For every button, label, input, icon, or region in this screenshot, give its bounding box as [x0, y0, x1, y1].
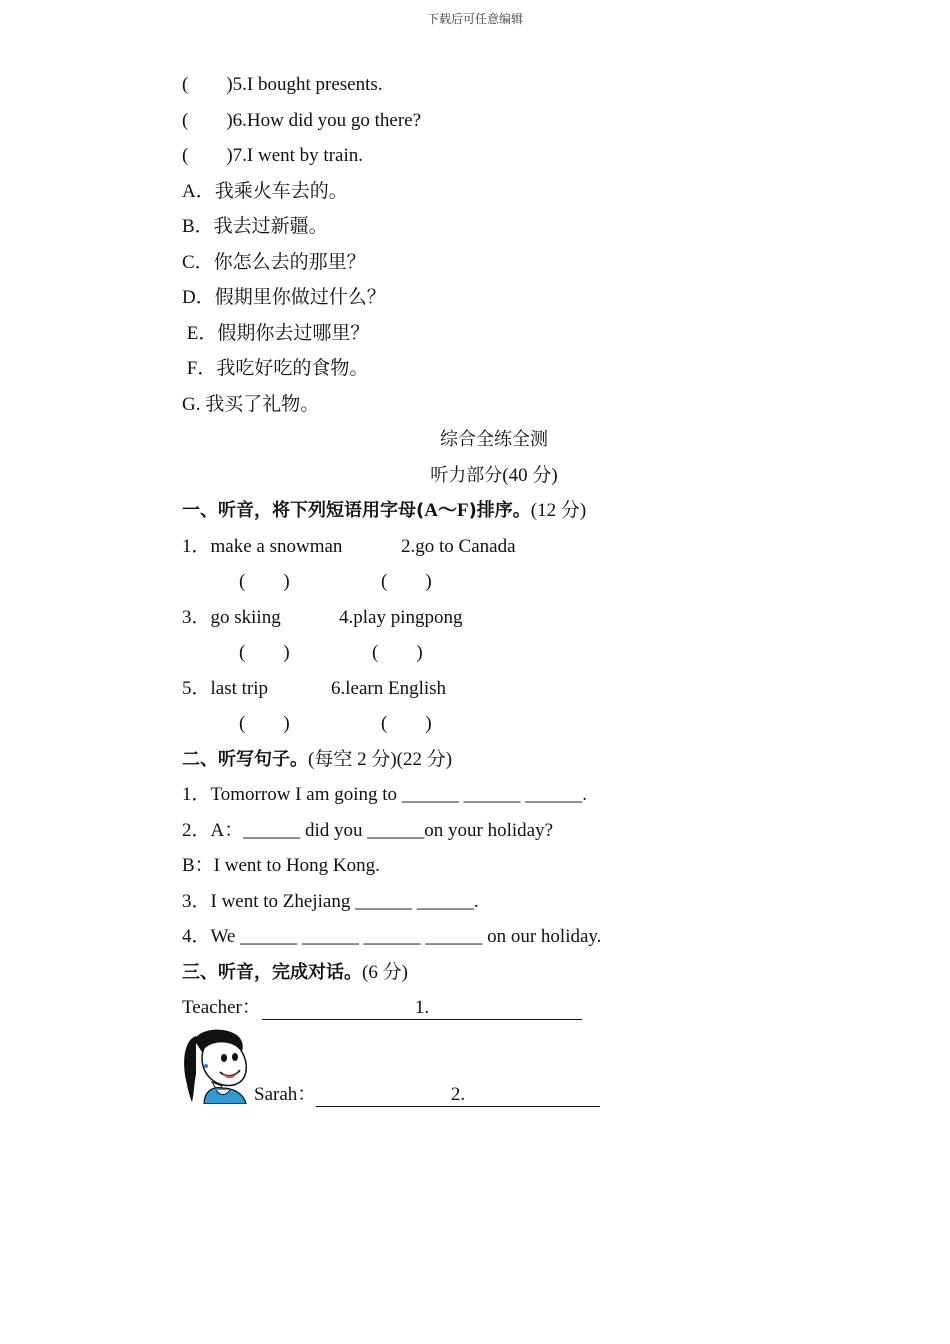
- sarah-blank-number: 2.: [450, 1084, 466, 1105]
- matching-item-7: [182, 141, 782, 177]
- matching-text: 6.How did you go there?: [232, 109, 422, 131]
- phrase-right: 4.play pingpong: [339, 606, 463, 628]
- paren-row-1: [182, 567, 782, 603]
- phrase-right: 6.learn English: [331, 677, 447, 699]
- phrase-left: 5．last trip: [182, 677, 269, 699]
- option-c: C．你怎么去的那里？: [182, 251, 366, 273]
- part1-heading-score: (12 分): [530, 500, 587, 521]
- paren-row-2: [182, 638, 782, 674]
- dictation-line-2b: B：I went to Hong Kong.: [182, 855, 380, 876]
- listening-title-cn: 听力部分: [430, 464, 503, 486]
- listening-score: (40 分): [502, 464, 558, 486]
- option-e: E．假期你去过哪里？: [182, 322, 370, 344]
- sarah-line-wrapper: [254, 1080, 614, 1116]
- answer-paren: ( ): [239, 642, 290, 663]
- dictation-line-1: 1．Tomorrow I am going to ______ ______ ______.: [182, 784, 588, 805]
- part1-heading-end: )排序。: [468, 500, 531, 521]
- option-a: A．我乘火车去的。: [182, 180, 348, 202]
- listening-title: [182, 461, 806, 497]
- girl-cartoon-illustration: [182, 1026, 256, 1104]
- answer-paren: ( ): [372, 642, 423, 663]
- part3-heading-cn: 三、听音，完成对话。: [182, 961, 362, 983]
- answer-paren: ( ): [239, 713, 290, 734]
- sarah-line: [254, 1080, 614, 1116]
- phrase-row-1: [182, 532, 782, 568]
- part3-heading-score: (6 分): [362, 961, 408, 983]
- part1-heading: [182, 496, 782, 532]
- matching-item-6: [182, 106, 782, 142]
- phrase-row-3: [182, 674, 782, 710]
- option-b: B．我去过新疆。: [182, 216, 328, 237]
- phrase-left: 1．make a snowman: [182, 535, 343, 557]
- matching-text: 5.I bought presents.: [232, 74, 383, 95]
- dictation-line-4: 4．We ______ ______ ______ ______ on our holiday.: [182, 926, 602, 947]
- teacher-answer-blank: [262, 993, 582, 1020]
- part2-heading: [182, 745, 782, 781]
- answer-paren: ( ): [182, 109, 233, 131]
- option-f: F．我吃好吃的食物。: [182, 358, 369, 379]
- paren-row-3: [182, 709, 782, 745]
- page-header: 下载后可任意编辑: [426, 12, 523, 26]
- answer-paren: ( ): [381, 571, 432, 592]
- phrase-right: 2.go to Canada: [401, 535, 516, 557]
- part3-heading: [182, 958, 782, 994]
- option-d: D．假期里你做过什么？: [182, 287, 386, 308]
- answer-paren: ( ): [182, 74, 233, 95]
- option-g: G. 我买了礼物。: [182, 393, 320, 415]
- sarah-label: Sarah：: [254, 1084, 317, 1105]
- answer-paren: ( ): [182, 145, 233, 166]
- phrase-row-2: [182, 603, 782, 639]
- part2-heading-cn: 二、听写句子。: [182, 748, 308, 770]
- answer-paren: ( ): [381, 713, 432, 734]
- phrase-left: 3．go skiing: [182, 606, 281, 628]
- worksheet-content: [182, 70, 782, 1029]
- answer-paren: ( ): [239, 571, 290, 592]
- dictation-line-2: 2．A：______ did you ______on your holiday?: [182, 819, 554, 841]
- part1-heading-letters: A～F: [424, 500, 469, 521]
- section-title: 综合全练全测: [440, 429, 548, 450]
- part2-heading-score: (每空 2 分)(22 分): [308, 748, 453, 770]
- teacher-line: [182, 993, 782, 1029]
- matching-item-5: [182, 70, 782, 106]
- matching-text: 7.I went by train.: [232, 145, 363, 166]
- dictation-line-3: 3．I went to Zhejiang ______ ______.: [182, 890, 479, 912]
- sarah-answer-blank: [316, 1080, 600, 1107]
- part1-heading-cn: 一、听音，将下列短语用字母(: [182, 500, 425, 521]
- teacher-label: Teacher：: [182, 997, 261, 1018]
- teacher-blank-number: 1.: [414, 997, 430, 1018]
